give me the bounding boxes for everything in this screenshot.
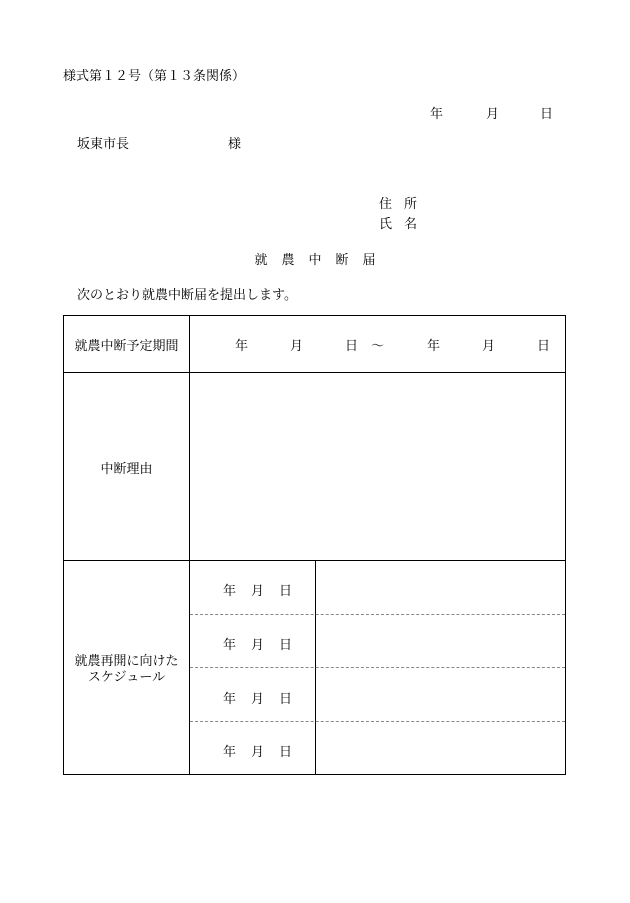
schedule-month: 月 [251, 584, 265, 599]
reason-field[interactable] [190, 373, 565, 560]
schedule-year: 年 [223, 584, 237, 599]
address-label: 住所 [379, 197, 430, 212]
period-tilde: ～ [371, 339, 385, 354]
period-year1: 年 [235, 339, 249, 354]
period-day2: 日 [537, 339, 551, 354]
document-title: 就農中断届 [254, 253, 390, 268]
schedule-day: 日 [279, 638, 293, 653]
schedule-label [64, 654, 189, 686]
form-number: 様式第１２号（第１３条関係） [63, 69, 246, 84]
schedule-day: 日 [279, 692, 293, 707]
name-label: 氏名 [379, 217, 430, 232]
date-day-label: 日 [540, 107, 554, 122]
addressee: 坂東市長 [77, 137, 130, 152]
period-year2: 年 [427, 339, 441, 354]
schedule-label-line2: スケジュール [87, 670, 166, 685]
reason-label: 中断理由 [100, 462, 153, 477]
schedule-month: 月 [251, 745, 265, 760]
schedule-year: 年 [223, 638, 237, 653]
schedule-day: 日 [279, 584, 293, 599]
period-month2: 月 [482, 339, 496, 354]
schedule-year: 年 [223, 692, 237, 707]
schedule-month: 月 [251, 692, 265, 707]
schedule-label-line1: 就農再開に向けた [74, 654, 179, 669]
schedule-content-4[interactable] [316, 722, 565, 774]
honorific: 様 [228, 137, 242, 152]
form-table [63, 315, 566, 775]
schedule-year: 年 [223, 745, 237, 760]
date-month-label: 月 [486, 107, 500, 122]
date-year-label: 年 [430, 107, 444, 122]
period-day1: 日 [345, 339, 359, 354]
schedule-content-2[interactable] [316, 615, 565, 667]
schedule-month: 月 [251, 638, 265, 653]
intro-text: 次のとおり就農中断届を提出します。 [77, 288, 297, 303]
period-month1: 月 [290, 339, 304, 354]
schedule-content-3[interactable] [316, 668, 565, 721]
schedule-day: 日 [279, 745, 293, 760]
schedule-content-1[interactable] [316, 561, 565, 614]
period-label: 就農中断予定期間 [74, 339, 179, 354]
